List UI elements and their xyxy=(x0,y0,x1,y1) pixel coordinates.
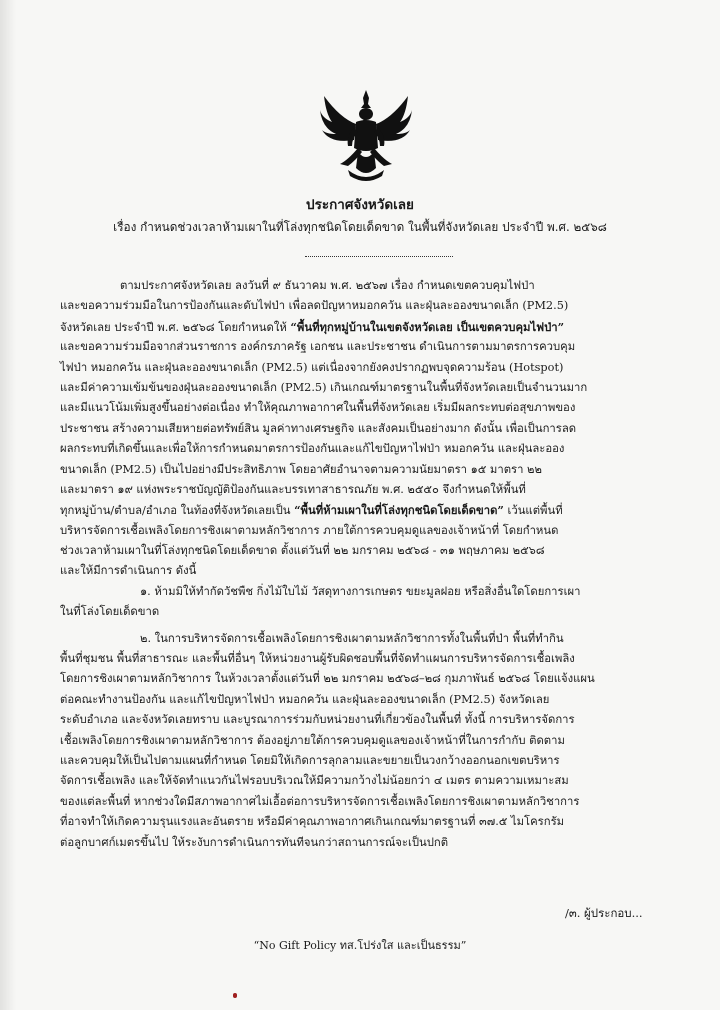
body-line: ขนาดเล็ก (PM2.5) เป็นไปอย่างมีประสิทธิภาพ โดยอาศัยอำนาจตามความนัยมาตรา ๑๕ มาตรา ๒๒ xyxy=(60,462,542,476)
announcement-subject: เรื่อง กำหนดช่วงเวลาห้ามเผาในที่โล่งทุกชนิดโดยเด็ดขาด ในพื้นที่จังหวัดเลย ประจำปี พ.ศ. ๒๕๖๘ xyxy=(113,220,607,234)
announcement-title: ประกาศจังหวัดเลย xyxy=(306,197,414,213)
scan-speck xyxy=(233,993,237,998)
document-body xyxy=(60,276,670,853)
body-line: ตามประกาศจังหวัดเลย ลงวันที่ ๙ ธันวาคม พ.ศ. ๒๕๖๗ เรื่อง กำหนดเขตควบคุมไฟป่า xyxy=(120,279,535,292)
body-line: ระดับอำเภอ และจังหวัดเลยทราบ และบูรณาการร่วมกับหน่วยงานที่เกี่ยวข้องในพื้นที่ ทั้งนี้ การบริหารจัดการ xyxy=(60,713,575,727)
body-line: จัดการเชื้อเพลิง และให้จัดทำแนวกันไฟรอบบริเวณให้มีความกว้างไม่น้อยกว่า ๔ เมตร ตามความเหมาะสม xyxy=(60,774,569,788)
body-line: ในที่โล่งโดยเด็ดขาด xyxy=(60,605,160,619)
body-line: ต่อคณะทำงานป้องกัน และแก้ไขปัญหาไฟป่า หมอกควัน และฝุ่นละอองขนาดเล็ก (PM2.5) จังหวัดเลย xyxy=(60,692,550,706)
body-line: ของแต่ละพื้นที่ หากช่วงใดมีสภาพอากาศไม่เอื้อต่อการบริหารจัดการเชื้อเพลิงโดยการชิงเผาตามหลักวิชาการ xyxy=(60,794,580,808)
body-line: และให้มีการดำเนินการ ดังนี้ xyxy=(60,564,197,578)
body-line: และควบคุมให้เป็นไปตามแผนที่กำหนด โดยมิให้เกิดการลุกลามและขยายเป็นวงกว้างออกนอกเขตบริหาร xyxy=(60,753,560,767)
body-line: ประชาชน สร้างความเสียหายต่อทรัพย์สิน มูลค่าทางเศรษฐกิจ และสังคมเป็นอย่างมาก ดังนั้น เพื่อเป็นการลด xyxy=(60,421,577,435)
body-line: และมีค่าความเข้มข้นของฝุ่นละอองขนาดเล็ก (PM2.5) เกินเกณฑ์มาตรฐานในพื้นที่จังหวัดเลยเป็นจำนวนมาก xyxy=(60,380,588,394)
list-item-2: ๒. ในการบริหารจัดการเชื้อเพลิงโดยการชิงเผาตามหลักวิชาการทั้งในพื้นที่ป่า พื้นที่ทำกิน xyxy=(140,631,564,645)
emphasis-text: “พื้นที่ทุกหมู่บ้านในเขตจังหวัดเลย เป็นเขตควบคุมไฟป่า” xyxy=(290,319,565,334)
body-line: โดยการชิงเผาตามหลักวิชาการ ในห้วงเวลาตั้งแต่วันที่ ๒๒ มกราคม ๒๕๖๘–๒๘ กุมภาพันธ์ ๒๕๖๘ โดยแจ้งแผน xyxy=(60,672,595,686)
body-line: พื้นที่ชุมชน พื้นที่สาธารณะ และพื้นที่อื่นๆ ให้หน่วยงานผู้รับผิดชอบพื้นที่จัดทำแผนการบริหารจัดการเชื้อเพลิง xyxy=(60,652,575,666)
dotted-divider xyxy=(305,256,453,257)
body-line: ผลกระทบที่เกิดขึ้นและเพื่อให้การกำหนดมาตรการป้องกันและแก้ไขปัญหาไฟป่า หมอกควัน และฝุ่นละออง xyxy=(60,442,565,456)
body-line: และขอความร่วมมือในการป้องกันและดับไฟป่า เพื่อลดปัญหาหมอกควัน และฝุ่นละอองขนาดเล็ก (PM2.5) xyxy=(60,299,569,313)
next-page-marker: /๓. ผู้ประกอบ... xyxy=(565,906,643,920)
garuda-emblem-icon xyxy=(318,88,414,186)
body-line: ต่อลูกบาศก์เมตรขึ้นไป ให้ระงับการดำเนินการทันทีจนกว่าสถานการณ์จะเป็นปกติ xyxy=(60,835,449,849)
list-item-1: ๑. ห้ามมิให้ทำกัดวัชพืช กิ่งไม้ใบไม้ วัสดุทางการเกษตร ขยะมูลฝอย หรือสิ่งอื่นใดโดยการเผา xyxy=(140,584,581,598)
body-line: จังหวัดเลย ประจำปี พ.ศ. ๒๕๖๘ โดยกำหนดให้ “พื้นที่ทุกหมู่บ้านในเขตจังหวัดเลย เป็นเขตควบคุมไฟป่า” xyxy=(60,319,565,334)
body-line: ไฟป่า หมอกควัน และฝุ่นละอองขนาดเล็ก (PM2.5) แต่เนื่องจากยังคงปรากฏพบจุดความร้อน (Hotspot) xyxy=(60,360,564,374)
body-line: ช่วงเวลาห้ามเผาในที่โล่งทุกชนิดโดยเด็ดขาด ตั้งแต่วันที่ ๒๒ มกราคม ๒๕๖๘ - ๓๑ พฤษภาคม ๒๕๖๘ xyxy=(60,544,545,558)
body-line: และขอความร่วมมือจากส่วนราชการ องค์กรภาครัฐ เอกชน และประชาชน ดำเนินการตามมาตรการควบคุม xyxy=(60,340,576,354)
emphasis-text: “พื้นที่ห้ามเผาในที่โล่งทุกชนิดโดยเด็ดขาด” xyxy=(294,503,504,518)
no-gift-policy-footer: “No Gift Policy ทส.โปร่งใส และเป็นธรรม” xyxy=(253,939,467,952)
body-line: บริหารจัดการเชื้อเพลิงโดยการชิงเผาตามหลักวิชาการ ภายใต้การควบคุมดูแลของเจ้าหน้าที่ โดยกำหนด xyxy=(60,523,559,537)
body-line: ทุกหมู่บ้าน/ตำบล/อำเภอ ในท้องที่จังหวัดเลยเป็น “พื้นที่ห้ามเผาในที่โล่งทุกชนิดโดยเด็ดขาด” เว้นแต่พื้นที่ xyxy=(60,503,563,518)
body-line: และมีแนวโน้มเพิ่มสูงขึ้นอย่างต่อเนื่อง ทำให้คุณภาพอากาศในพื้นที่จังหวัดเลย เริ่มมีผลกระทบต่อสุขภาพของ xyxy=(60,401,576,415)
body-line: และมาตรา ๑๙ แห่งพระราชบัญญัติป้องกันและบรรเทาสาธารณภัย พ.ศ. ๒๕๕๐ จึงกำหนดให้พื้นที่ xyxy=(60,482,526,496)
body-line: เชื้อเพลิงโดยการชิงเผาตามหลักวิชาการ ต้องอยู่ภายใต้การควบคุมดูแลของเจ้าหน้าที่ในการกำกับ ติดตาม xyxy=(60,733,565,747)
scan-edge-shadow xyxy=(0,0,16,1010)
body-line: ที่อาจทำให้เกิดความรุนแรงและอันตราย หรือมีค่าคุณภาพอากาศเกินเกณฑ์มาตรฐานที่ ๓๗.๕ ไมโครกรัม xyxy=(60,815,565,829)
